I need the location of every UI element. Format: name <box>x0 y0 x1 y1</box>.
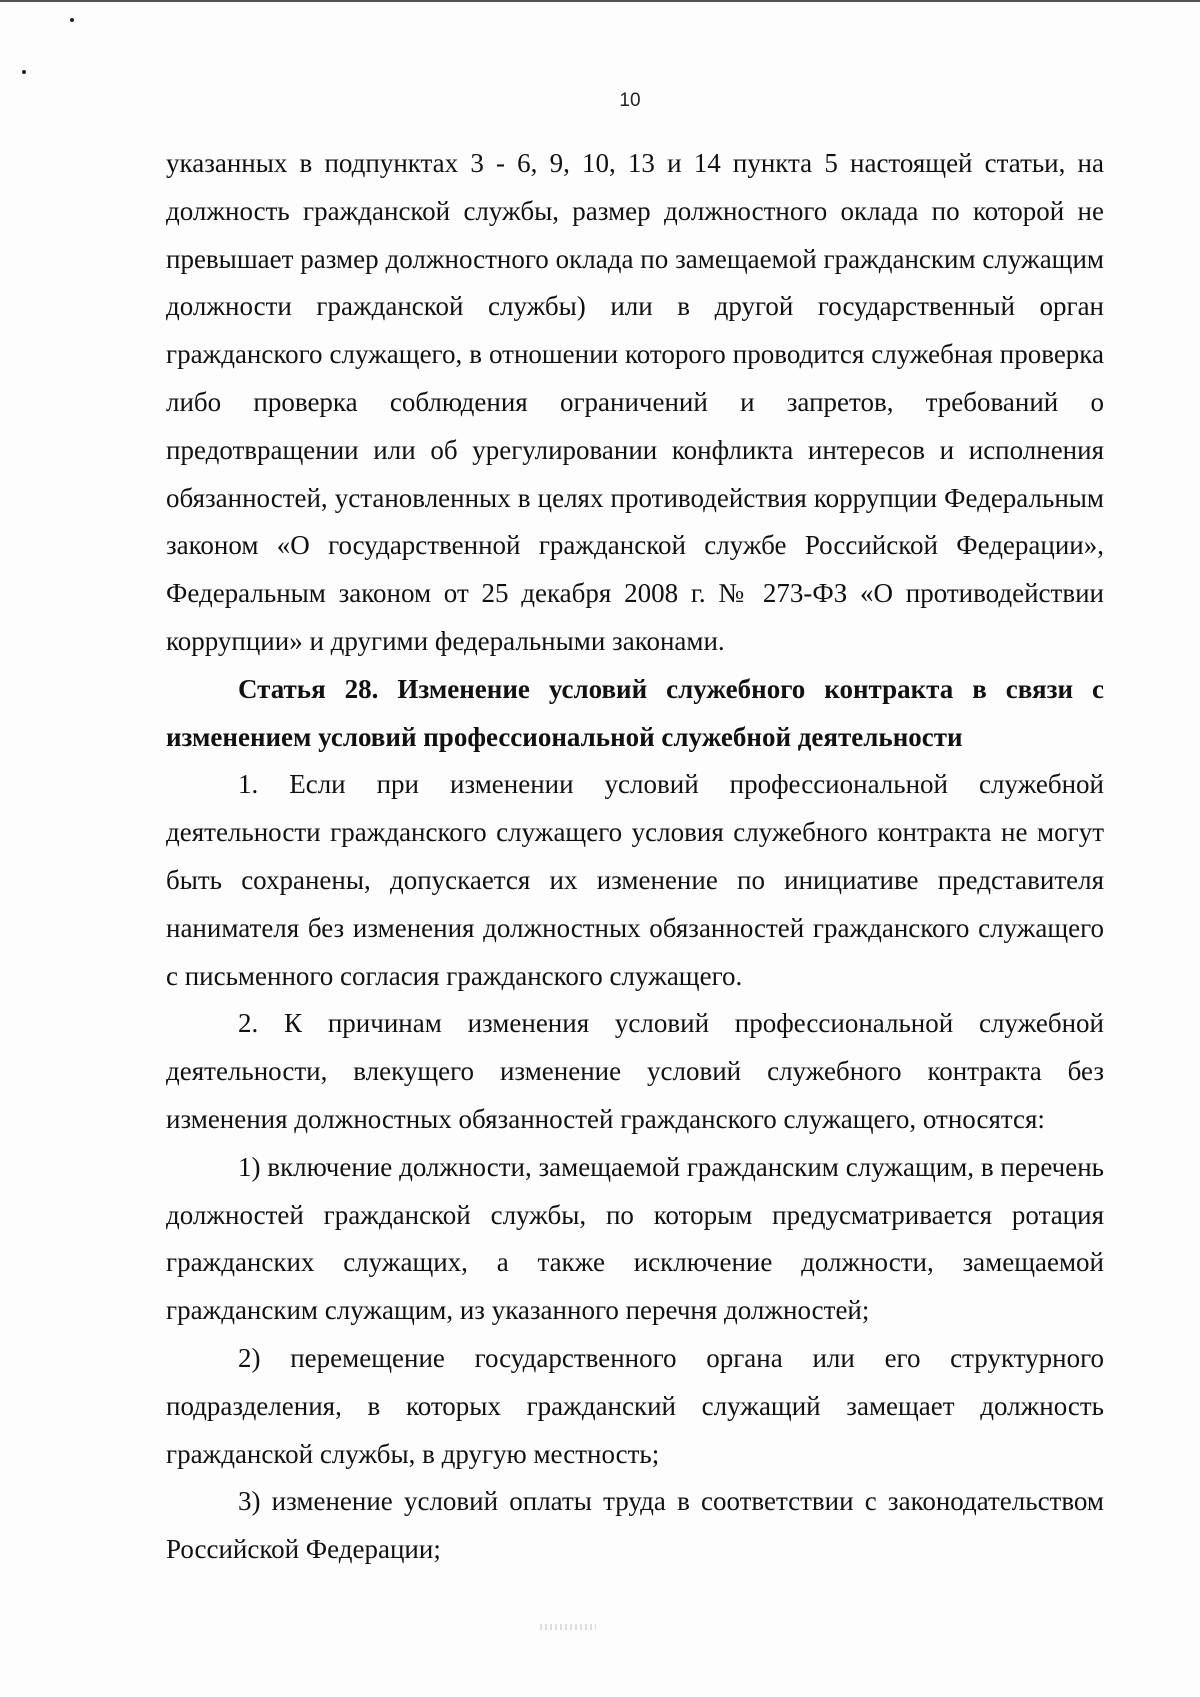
list-item-2: 2) перемещение государственного органа или его структурного подразделения, в которых гражданский служащий замещает должность гражданской службы, в другую местность; <box>166 1342 1104 1469</box>
list-item-3: 3) изменение условий оплаты труда в соответствии с законодательством Российской Федерации; <box>166 1486 1104 1565</box>
scan-top-edge <box>0 0 1200 2</box>
paragraph-continuation: указанных в подпунктах 3 - 6, 9, 10, 13 и 14 пункта 5 настоящей статьи, на должность гражданской службы, размер должностного оклада по которой не превышает размер должностного оклада по замещаемой гражданским служащим должности гражданской службы) или в другой государственный орган гражданского служащего, в отношении которого проводится служебная проверка либо проверка соблюдения ограничений и запретов, требований о предотвращении или об урегулировании конфликта интересов и исполнения обязанностей, установленных в целях противодействия коррупции Федеральным законом «О государственной гражданской службе Российской Федерации», Федеральным законом от 25 декабря 2008 г. № 273-ФЗ «О противодействии коррупции» и другими федеральными законами. <box>166 148 1104 656</box>
scan-speck <box>22 70 26 74</box>
article-heading-line-2: изменением условий профессиональной служебной деятельности <box>166 721 963 752</box>
article-heading <box>166 666 1104 762</box>
scan-speck <box>70 18 74 22</box>
paragraph-clause-2: 2. К причинам изменения условий профессиональной служебной деятельности, влекущего изменение условий служебного контракта без изменения должностных обязанностей гражданского служащего, относятся: <box>166 1008 1104 1134</box>
document-body <box>166 140 1104 1574</box>
scan-artifact <box>540 1624 596 1630</box>
list-item-1: 1) включение должности, замещаемой гражданским служащим, в перечень должностей гражданской службы, по которым предусматривается ротация гражданских служащих, а также исключение должности, замещаемой гражданским служащим, из указанного перечня должностей; <box>166 1151 1104 1326</box>
page-number: 10 <box>619 90 641 111</box>
article-heading-line-1: Статья 28. Изменение условий служебного контракта в связи с <box>238 673 1104 704</box>
paragraph-clause-1: 1. Если при изменении условий профессиональной служебной деятельности гражданского служащего условия служебного контракта не могут быть сохранены, допускается их изменение по инициативе представителя нанимателя без изменения должностных обязанностей гражданского служащего с письменного согласия гражданского служащего. <box>166 769 1104 991</box>
